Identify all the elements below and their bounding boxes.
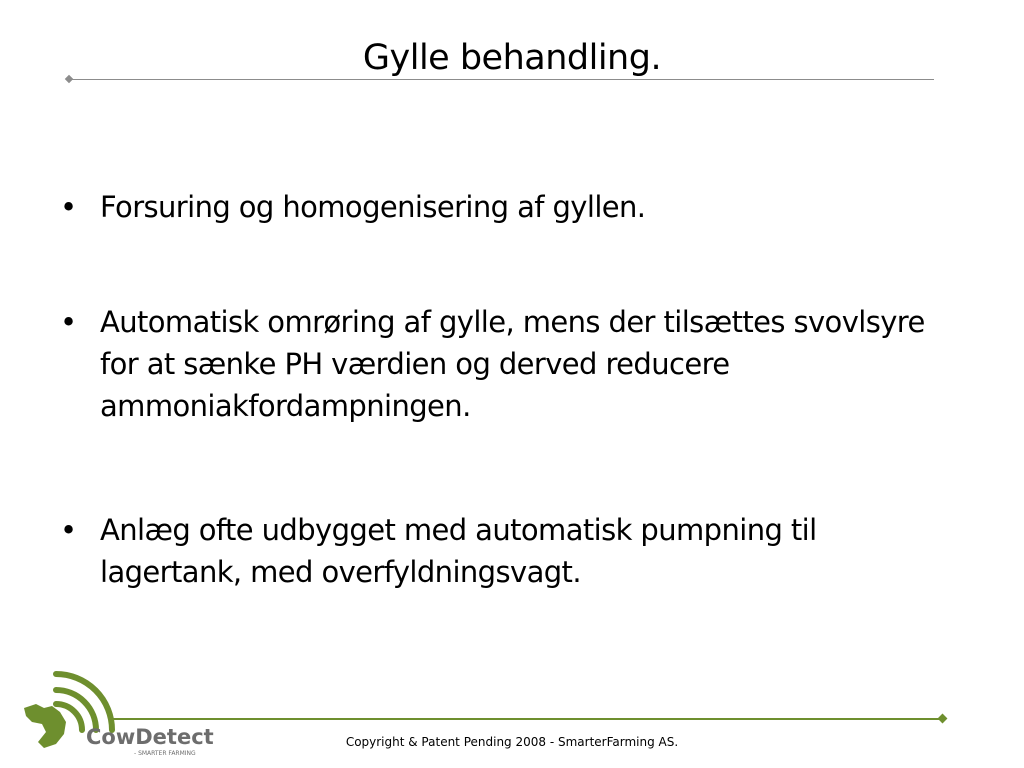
logo-wordmark: CowDetect (86, 725, 214, 749)
bullet-symbol: • (60, 190, 77, 224)
bullet-symbol: • (60, 513, 77, 547)
bullet-item (58, 301, 958, 427)
logo-tagline: - SMARTER FARMING (134, 750, 196, 757)
bullet-text: Forsuring og homogenisering af gyllen. (100, 190, 646, 224)
copyright-text: Copyright & Patent Pending 2008 - SmarterFarming AS. (345, 735, 679, 749)
bullet-symbol: • (60, 305, 77, 339)
footer-divider-endpoint (938, 714, 948, 724)
bullet-text: Automatisk omrøring af gylle, mens der tilsættes svovlsyre for at sænke PH værdien og derved reducere ammoniakfordampningen. (100, 305, 925, 423)
slide-title: Gylle behandling. (362, 38, 662, 78)
title-divider (70, 79, 934, 80)
bullet-item (58, 186, 958, 228)
bullet-text: Anlæg ofte udbygget med automatisk pumpning til lagertank, med overfyldningsvagt. (100, 513, 817, 589)
footer-divider (112, 718, 942, 720)
bullet-item (58, 509, 958, 593)
